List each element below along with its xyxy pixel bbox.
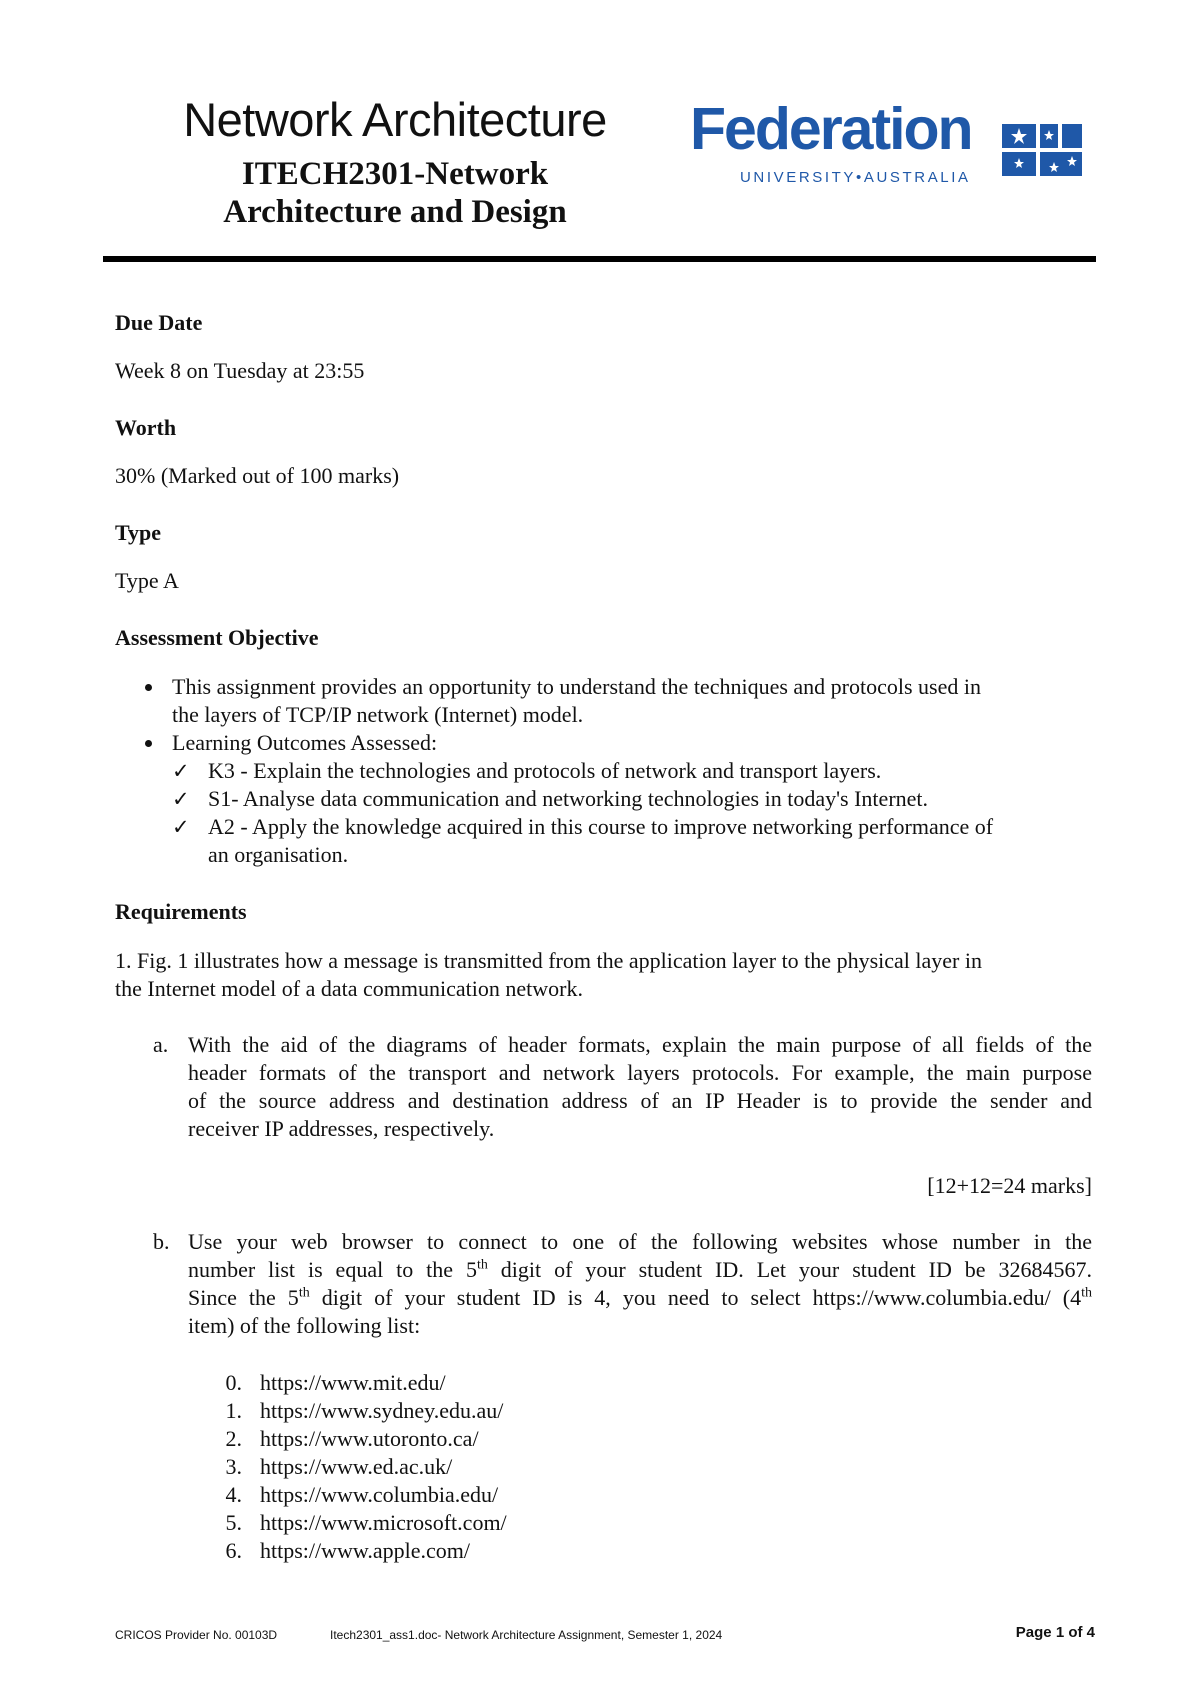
objective-bullet-1-line-2: the layers of TCP/IP network (Internet) model. (172, 702, 584, 727)
worth-heading: Worth (115, 415, 177, 440)
part-b-line-3-mid: digit of your student ID is 4, you need to select https://www.columbia.edu/ (4 (309, 1285, 1082, 1310)
flag-icon (1002, 120, 1082, 180)
assessment-objective-heading: Assessment Objective (115, 625, 319, 650)
part-a-line-4: receiver IP addresses, respectively. (188, 1116, 495, 1141)
part-b-line-4: item) of the following list: (188, 1313, 421, 1338)
bullet-icon (145, 684, 152, 691)
website-link[interactable]: https://www.sydney.edu.au/ (260, 1398, 504, 1423)
part-b-line-2-pre: number list is equal to the 5 (188, 1257, 477, 1282)
type-heading: Type (115, 520, 162, 545)
part-a-marker: a. (153, 1032, 169, 1057)
header-divider (103, 256, 1096, 262)
due-date-value: Week 8 on Tuesday at 23:55 (115, 358, 365, 383)
check-icon: ✓ (172, 815, 190, 839)
part-b-line-3-pre: Since the 5 (188, 1285, 299, 1310)
website-link[interactable]: https://www.mit.edu/ (260, 1370, 446, 1395)
footer-page-number: Page 1 of 4 (1015, 1624, 1095, 1641)
superscript-th: th (476, 1257, 488, 1273)
type-value: Type A (115, 568, 179, 593)
requirements-heading: Requirements (115, 899, 247, 924)
question-1-line-2: the Internet model of a data communication network. (115, 976, 583, 1001)
superscript-th: th (298, 1285, 310, 1301)
check-icon: ✓ (172, 787, 190, 811)
list-item-number: 4. (225, 1482, 242, 1507)
check-icon: ✓ (172, 759, 190, 783)
logo-subtitle: UNIVERSITY•AUSTRALIA (740, 169, 971, 186)
document-title: Network Architecture (183, 93, 607, 146)
website-link[interactable]: https://www.utoronto.ca/ (260, 1426, 479, 1451)
worth-value: 30% (Marked out of 100 marks) (115, 463, 400, 488)
part-b-line-2 (188, 1256, 1092, 1284)
list-item-number: 2. (225, 1426, 242, 1451)
course-title (0, 155, 790, 231)
due-date-heading: Due Date (115, 310, 203, 335)
list-item-number: 1. (225, 1398, 242, 1423)
objective-bullet-2: Learning Outcomes Assessed: (172, 730, 438, 755)
part-b-marker: b. (153, 1229, 170, 1254)
website-link[interactable]: https://www.ed.ac.uk/ (260, 1454, 453, 1479)
objective-bullet-1-line-1: This assignment provides an opportunity to understand the techniques and protocols used in (172, 674, 981, 699)
logo-wordmark: Federation (690, 96, 972, 162)
federation-university-logo (690, 96, 1090, 193)
superscript-th: th (1081, 1285, 1092, 1301)
part-b-line-1: Use your web browser to connect to one of the following websites whose number in the (188, 1229, 1092, 1254)
bullet-icon (145, 740, 152, 747)
website-link[interactable]: https://www.microsoft.com/ (260, 1510, 507, 1535)
website-link[interactable]: https://www.apple.com/ (260, 1538, 470, 1563)
list-item-number: 6. (225, 1538, 242, 1563)
outcome-k3: K3 - Explain the technologies and protocols of network and transport layers. (208, 758, 882, 783)
website-link[interactable]: https://www.columbia.edu/ (260, 1482, 499, 1507)
part-a-line-1: With the aid of the diagrams of header formats, explain the main purpose of all fields of the (188, 1032, 1092, 1057)
course-title-line-2: Architecture and Design (223, 194, 567, 230)
outcome-s1: S1- Analyse data communication and networking technologies in today's Internet. (208, 786, 929, 811)
part-b-line-3 (188, 1284, 1092, 1312)
outcome-a2-line-1: A2 - Apply the knowledge acquired in this course to improve networking performance of (208, 814, 994, 839)
list-item-number: 5. (225, 1510, 242, 1535)
course-title-line-1: ITECH2301-Network (241, 156, 549, 192)
part-a-line-3: of the source address and destination address of an IP Header is to provide the sender and (188, 1088, 1092, 1113)
footer-file-info: Itech2301_ass1.doc- Network Architecture Assignment, Semester 1, 2024 (330, 1628, 723, 1642)
question-1-line-1: 1. Fig. 1 illustrates how a message is transmitted from the application layer to the physical layer in (115, 948, 982, 973)
outcome-a2-line-2: an organisation. (208, 842, 349, 867)
part-a-line-2: header formats of the transport and network layers protocols. For example, the main purpose (188, 1060, 1092, 1085)
part-b-line-2-post: digit of your student ID. Let your student ID be 32684567. (487, 1257, 1093, 1282)
list-item-number: 3. (225, 1454, 242, 1479)
list-item-number: 0. (225, 1370, 242, 1395)
footer-cricos: CRICOS Provider No. 00103D (115, 1628, 278, 1642)
part-a-marks: [12+12=24 marks] (927, 1173, 1092, 1198)
